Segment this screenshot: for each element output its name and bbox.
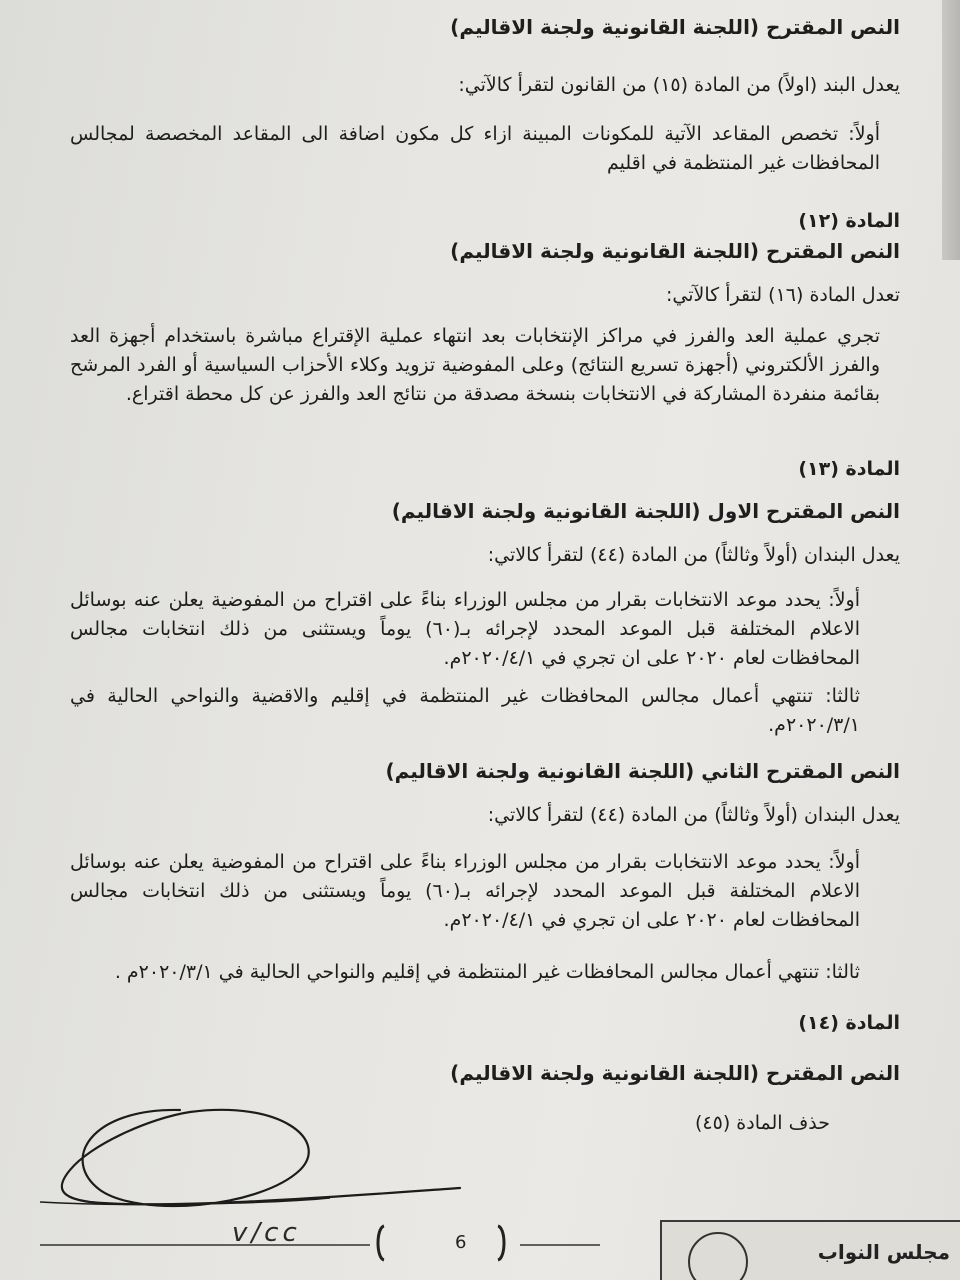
heading-first-proposal: النص المقترح الاول (اللجنة القانونية ولجنة الاقاليم) <box>391 499 900 523</box>
heading-second-proposal: النص المقترح الثاني (اللجنة القانونية ولجنة الاقاليم) <box>385 759 900 783</box>
clause-third-council-end-2: ثالثا: تنتهي أعمال مجالس المحافظات غير المنتظمة في إقليم والنواحي الحالية في ٢٠٢٠/٣/١م . <box>114 961 860 983</box>
article-12-title: المادة (١٢) <box>798 210 900 232</box>
clause-first-election-date-1: أولاً: يحدد موعد الانتخابات بقرار من مجلس الوزراء بناءً على اقتراح من المفوضية يعلن عنه بوسائل الاعلام المختلفة قبل الموعد المحدد لإجرائه بـ(٦٠) يوماً ويستثنى من ذلك انتخابات مجالس المحافظات لعام ٢٠٢٠ على ان تجري في ٢٠٢٠/٤/١م. <box>70 589 860 669</box>
handwritten-signature <box>30 1090 470 1230</box>
amendment-line-3: يعدل البندان (أولاً وثالثاً) من المادة (٤٤) لتقرأ كالاتي: <box>487 544 900 566</box>
stamp-label: مجلس النواب <box>817 1240 950 1264</box>
handwritten-initials: v/cc <box>232 1218 301 1248</box>
article-14-title: المادة (١٤) <box>798 1012 900 1034</box>
page-number: 6 <box>455 1232 467 1253</box>
clause-first-1: أولاً: تخصص المقاعد الآتية للمكونات المبينة ازاء كل مكون اضافة الى المقاعد المخصصة لمجالس المحافظات غير المنتظمة في اقليم <box>70 123 880 174</box>
clause-first-election-date-2: أولاً: يحدد موعد الانتخابات بقرار من مجلس الوزراء بناءً على اقتراح من المفوضية يعلن عنه بوسائل الاعلام المختلفة قبل الموعد المحدد لإجرائه بـ(٦٠) يوماً ويستثنى من ذلك انتخابات مجالس المحافظات لعام ٢٠٢٠ على ان تجري في ٢٠٢٠/٤/١م. <box>70 851 860 931</box>
clause-counting-sorting: تجري عملية العد والفرز في مراكز الإنتخابات بعد انتهاء عملية الإقتراع مباشرة باستخدام أجهزة العد والفرز الألكتروني (أجهزة تسريع النتائج) وعلى المفوضية تزويد وكلاء الأحزاب السياسية أو الفرد المرشح بقائمة منفردة المشاركة في الانتخابات بنسخة مصدقة من نتائج العد والفرز عن كل محطة اقتراع. <box>70 325 880 405</box>
amendment-line-4: يعدل البندان (أولاً وثالثاً) من المادة (٤٤) لتقرأ كالاتي: <box>487 804 900 826</box>
footer-divider <box>40 1242 600 1248</box>
page-edge-shadow <box>942 0 960 260</box>
parliament-stamp-area <box>660 1220 960 1280</box>
heading-proposed-text-5: النص المقترح (اللجنة القانونية ولجنة الاقاليم) <box>450 1061 900 1085</box>
document-body <box>60 0 900 1280</box>
amendment-line-2: تعدل المادة (١٦) لتقرأ كالآتي: <box>666 284 900 306</box>
heading-proposed-text-2: النص المقترح (اللجنة القانونية ولجنة الاقاليم) <box>450 239 900 263</box>
emblem-icon <box>688 1232 748 1280</box>
article-13-title: المادة (١٣) <box>798 458 900 480</box>
heading-proposed-text-1: النص المقترح (اللجنة القانونية ولجنة الاقاليم) <box>450 15 900 39</box>
amendment-line-1: يعدل البند (اولاً) من المادة (١٥) من القانون لتقرأ كالآتي: <box>458 74 900 96</box>
amendment-delete-article-45: حذف المادة (٤٥) <box>694 1112 830 1134</box>
clause-third-council-end-1: ثالثا: تنتهي أعمال مجالس المحافظات غير المنتظمة في إقليم والاقضية والنواحي الحالية في ٢٠٢٠/٣/١م. <box>70 685 860 736</box>
